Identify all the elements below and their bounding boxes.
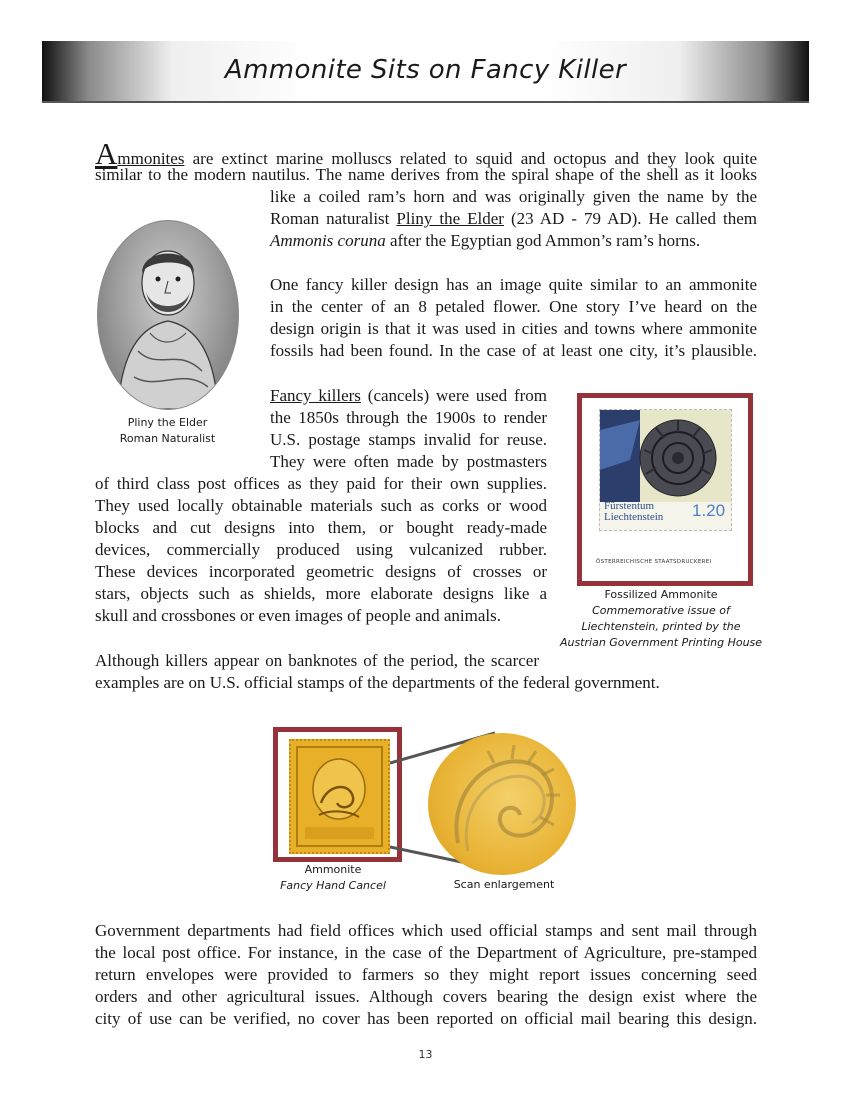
para2-line-2: in the center of an 8 petaled flower. One story I’ve heard on the bbox=[270, 297, 757, 316]
pliny-caption: Pliny the Elder Roman Naturalist bbox=[119, 416, 216, 445]
para3-line-5: of third class post offices as they paid for their own supplies. bbox=[95, 474, 547, 493]
pliny-engraving bbox=[98, 221, 238, 409]
para3-line-7: blocks and cut designs into them, or bought ready-made bbox=[95, 518, 547, 537]
para2-line-1: One fancy killer design has an image quite similar to an ammonite bbox=[270, 275, 757, 294]
para3-line-2: the 1850s through the 1900s to render bbox=[270, 408, 547, 427]
stamp-printer: ÖSTERREICHISCHE STAATSDRUCKEREI bbox=[596, 559, 712, 565]
pliny-portrait bbox=[97, 220, 239, 410]
ammonite-cancel-enlargement-icon bbox=[428, 733, 576, 875]
stamp-country-2: Liechtenstein bbox=[604, 511, 664, 523]
para3-line-10: stars, objects such as shields, more elaborate designs like a bbox=[95, 584, 547, 603]
cancel-stamp-frame bbox=[273, 727, 402, 862]
para5-line-1: Government departments had field offices which used official stamps and sent mail through bbox=[95, 921, 757, 940]
scan-enlargement bbox=[428, 733, 576, 875]
para2-line-3: design origin is that it was used in cities and towns where ammonite bbox=[270, 319, 757, 338]
stamp-country-1: Fürstentum bbox=[604, 500, 655, 512]
scan-caption: Scan enlargement bbox=[453, 878, 555, 891]
pliny-link[interactable]: Pliny the Elder bbox=[396, 209, 504, 228]
para3-line-4: They were often made by postmasters bbox=[270, 452, 547, 471]
title-banner bbox=[42, 41, 809, 103]
ammonite-stamp-frame bbox=[577, 393, 753, 586]
para3-line-9: These devices incorporated geometric designs of crosses or bbox=[95, 562, 547, 581]
para3-line-11: skull and crossbones or even images of people and animals. bbox=[95, 606, 502, 625]
para3-line-1: Fancy killers (cancels) were used from bbox=[270, 386, 547, 405]
para3-line-8: devices, commercially produced using vulcanized rubber. bbox=[95, 540, 547, 559]
stamp-value: 1.20 bbox=[692, 501, 726, 520]
intro-line-3: like a coiled ram’s horn and was originally given the name by the bbox=[270, 187, 757, 206]
drop-cap: A bbox=[95, 136, 118, 171]
cancel-stamp bbox=[289, 739, 390, 854]
ammonite-stamp bbox=[599, 409, 732, 531]
fossil-caption: Fossilized Ammonite Commemorative issue of Liechtenstein, printed by the Austrian Government Printing House bbox=[559, 588, 763, 649]
intro-line-2: similar to the modern nautilus. The name derives from the spiral shape of the shell as it looks bbox=[95, 165, 757, 184]
para4-line-2: examples are on U.S. official stamps of the departments of the federal government. bbox=[95, 673, 660, 692]
para5-line-3: return envelopes were provided to farmers so they might report issues concerning seed bbox=[95, 965, 757, 984]
cancel-stamp-art bbox=[291, 741, 388, 852]
para5-line-2: the local post office. For instance, in the case of the Department of Agriculture, pre-stamped bbox=[95, 943, 757, 962]
cancel-caption: Ammonite Fancy Hand Cancel bbox=[280, 863, 386, 892]
intro-line-1: Ammonites are extinct marine molluscs related to squid and octopus and they look quite bbox=[95, 136, 757, 171]
fancy-killers-link[interactable]: Fancy killers bbox=[270, 386, 361, 405]
ammonites-link[interactable]: mmonites bbox=[117, 149, 185, 168]
page-number: 13 bbox=[418, 1048, 433, 1061]
page-title: Ammonite Sits on Fancy Killer bbox=[224, 55, 627, 85]
para3-line-6: They used locally obtainable materials such as corks or wood bbox=[95, 496, 547, 515]
para2-line-4: fossils had been found. In the case of at least one city, it’s plausible. bbox=[270, 341, 757, 360]
intro-line-5: Ammonis coruna after the Egyptian god Ammon’s ram’s horns. bbox=[270, 231, 701, 250]
para5-line-4: orders and other agricultural issues. Although covers bearing the design exist where the bbox=[95, 987, 757, 1006]
para3-line-3: U.S. postage stamps invalid for reuse. bbox=[270, 430, 547, 449]
para4-line-1: Although killers appear on banknotes of the period, the scarcer bbox=[95, 651, 539, 670]
intro-line-4: Roman naturalist Pliny the Elder (23 AD - 79 AD). He called them bbox=[270, 209, 757, 228]
para5-line-5: city of use can be verified, no cover has been reported on official mail bearing this design. bbox=[95, 1009, 757, 1028]
